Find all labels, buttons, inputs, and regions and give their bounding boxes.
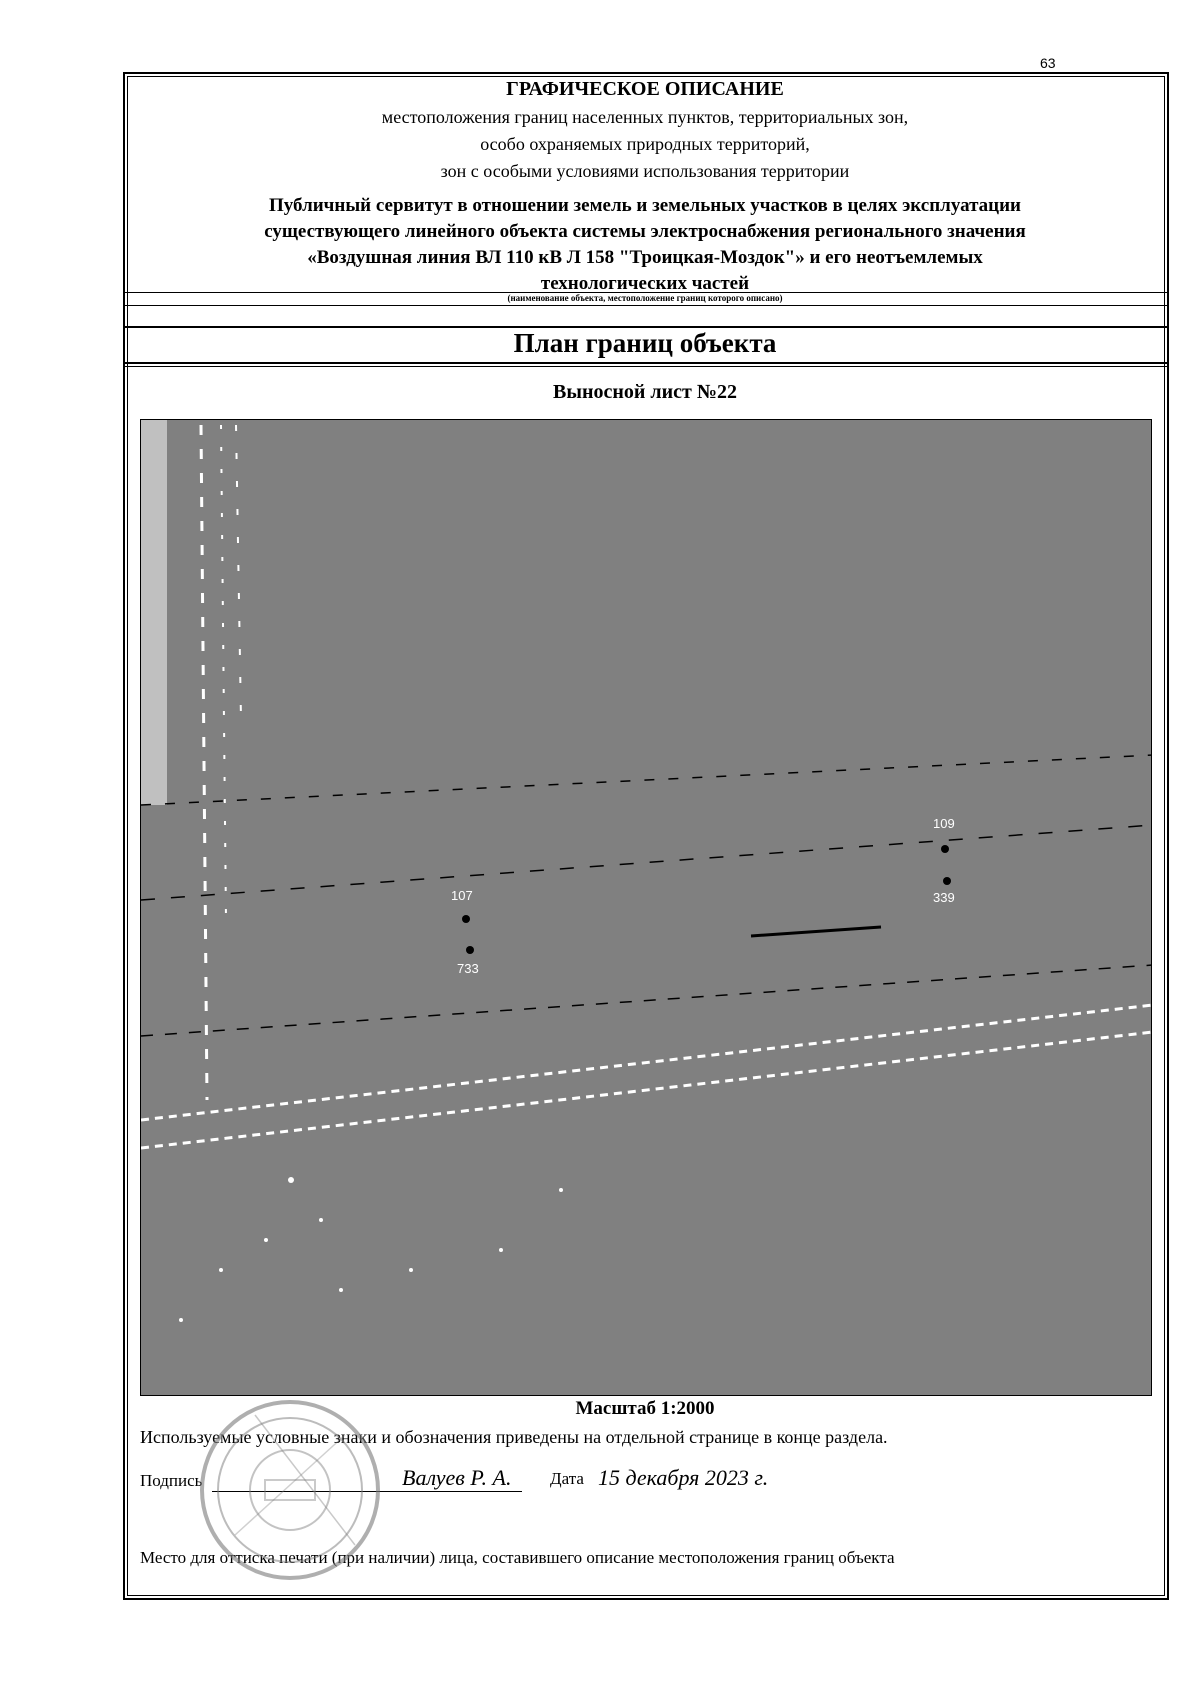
- object-caption: (наименование объекта, местоположение границ которого описано): [507, 293, 783, 303]
- stamp-place-note: Место для оттиска печати (при наличии) лица, составившего описание местоположения границ объекта: [140, 1548, 895, 1567]
- map-segment: [751, 927, 881, 936]
- map-point-label: 107: [451, 888, 473, 903]
- subtitle-line: зон с особыми условиями использования территории: [440, 161, 850, 181]
- document-title: ГРАФИЧЕСКОЕ ОПИСАНИЕ: [506, 78, 784, 100]
- map-boundary-line: [141, 755, 1152, 805]
- map-boundary-line: [141, 965, 1152, 1036]
- map-boundary-line: [141, 825, 1152, 900]
- map-road-dashed: [141, 1005, 1152, 1120]
- map-plan: [140, 419, 1152, 1396]
- object-name-line: Публичный сервитут в отношении земель и земельных участков в целях эксплуатации: [269, 195, 1021, 216]
- plan-title: План границ объекта: [513, 328, 777, 358]
- page-number: 63: [1040, 55, 1056, 71]
- map-point-label: 109: [933, 816, 955, 831]
- date-label: Дата: [550, 1469, 584, 1488]
- map-point-marker: [466, 946, 474, 954]
- sheet-title: Выносной лист №22: [553, 381, 737, 403]
- map-point-marker: [943, 877, 951, 885]
- object-name-line: существующего линейного объекта системы электроснабжения регионального значения: [264, 221, 1026, 242]
- map-road-edge: [221, 425, 226, 920]
- map-canvas: [141, 420, 1152, 1396]
- signature-label: Подпись: [140, 1471, 203, 1490]
- map-scale: Масштаб 1:2000: [575, 1398, 715, 1419]
- signature-date: 15 декабря 2023 г.: [598, 1465, 769, 1490]
- subtitle-line: особо охраняемых природных территорий,: [480, 134, 810, 154]
- map-light-strip: [141, 420, 167, 805]
- divider: [125, 366, 1167, 367]
- map-point-label: 339: [933, 890, 955, 905]
- map-point-label: 733: [457, 961, 479, 976]
- map-road-edge: [236, 425, 241, 720]
- subtitle-line: местоположения границ населенных пунктов, территориальных зон,: [381, 107, 909, 127]
- map-point-marker: [941, 845, 949, 853]
- object-name-line: «Воздушная линия ВЛ 110 кВ Л 158 "Троицкая-Моздок"» и его неотъемлемых: [307, 247, 983, 268]
- object-name-line: технологических частей: [540, 273, 750, 294]
- signer-name: Валуев Р. А.: [402, 1465, 512, 1490]
- map-point-marker: [462, 915, 470, 923]
- seal-stamp: [195, 1395, 385, 1585]
- object-name: [130, 193, 1160, 297]
- map-road-edge: [201, 425, 207, 1100]
- divider: [125, 305, 1167, 306]
- legend-note: Используемые условные знаки и обозначения приведены на отдельной странице в конце раздела.: [140, 1427, 888, 1447]
- document-subtitle: [130, 104, 1160, 185]
- map-road-dashed: [141, 1032, 1152, 1148]
- divider: [125, 362, 1167, 364]
- map-noise: [179, 1177, 563, 1322]
